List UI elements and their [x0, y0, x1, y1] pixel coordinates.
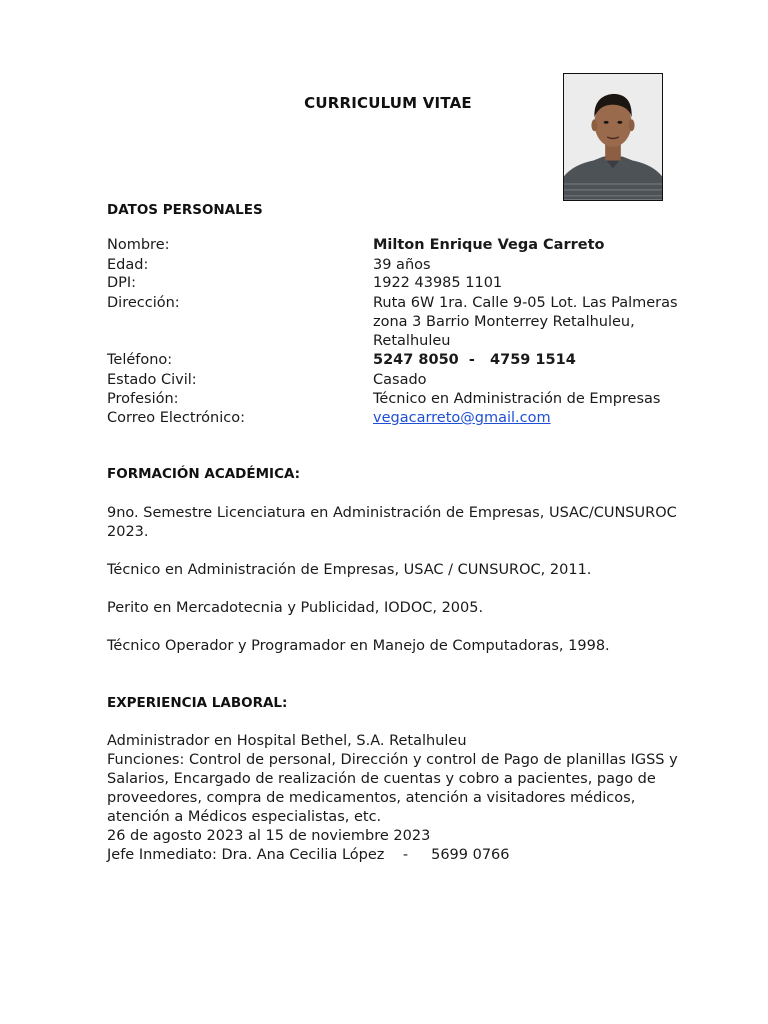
experience-dates: 26 de agosto 2023 al 15 de noviembre 2023	[107, 828, 431, 844]
address-line-3: Retalhuleu	[373, 333, 451, 349]
name-label: Nombre:	[107, 237, 170, 253]
education-heading: FORMACIÓN ACADÉMICA:	[107, 466, 301, 482]
name-value: Milton Enrique Vega Carreto	[373, 237, 605, 253]
address-line-1: Ruta 6W 1ra. Calle 9-05 Lot. Las Palmeras	[373, 295, 678, 311]
profession-value: Técnico en Administración de Empresas	[373, 391, 661, 407]
address-label: Dirección:	[107, 295, 180, 311]
civil-status-label: Estado Civil:	[107, 372, 197, 388]
profession-label: Profesión:	[107, 391, 179, 407]
address-line-2: zona 3 Barrio Monterrey Retalhuleu,	[373, 314, 635, 330]
education-item-4: Técnico Operador y Programador en Manejo de Computadoras, 1998.	[107, 638, 610, 654]
age-value: 39 años	[373, 257, 431, 273]
experience-functions: Funciones: Control de personal, Dirección y control de Pago de planillas IGSS y Salarios, Encargado de realización de cuentas y cobro a pacientes, pago de proveedores, compra de medicamentos, atención a visitadores médicos, atención a Médicos especialistas, etc.	[107, 752, 678, 825]
experience-position: Administrador en Hospital Bethel, S.A. Retalhuleu	[107, 733, 467, 749]
phone-label: Teléfono:	[107, 352, 173, 368]
personal-data-heading: DATOS PERSONALES	[107, 202, 263, 218]
page-title: CURRICULUM VITAE	[304, 94, 472, 112]
portrait-icon	[564, 74, 662, 200]
education-item-2: Técnico en Administración de Empresas, USAC / CUNSUROC, 2011.	[107, 562, 592, 578]
dpi-value: 1922 43985 1101	[373, 275, 503, 291]
dpi-label: DPI:	[107, 275, 137, 291]
phone-value: 5247 8050 - 4759 1514	[373, 352, 576, 368]
civil-status-value: Casado	[373, 372, 427, 388]
portrait-photo	[563, 73, 663, 201]
experience-boss: Jefe Inmediato: Dra. Ana Cecilia López - 5699 0766	[107, 847, 510, 863]
email-label: Correo Electrónico:	[107, 410, 245, 426]
education-item-1: 9no. Semestre Licenciatura en Administración de Empresas, USAC/CUNSUROC 2023.	[107, 505, 677, 540]
email-link[interactable]: vegacarreto@gmail.com	[373, 410, 551, 426]
education-item-3: Perito en Mercadotecnia y Publicidad, IODOC, 2005.	[107, 600, 484, 616]
age-label: Edad:	[107, 257, 149, 273]
experience-heading: EXPERIENCIA LABORAL:	[107, 695, 288, 711]
